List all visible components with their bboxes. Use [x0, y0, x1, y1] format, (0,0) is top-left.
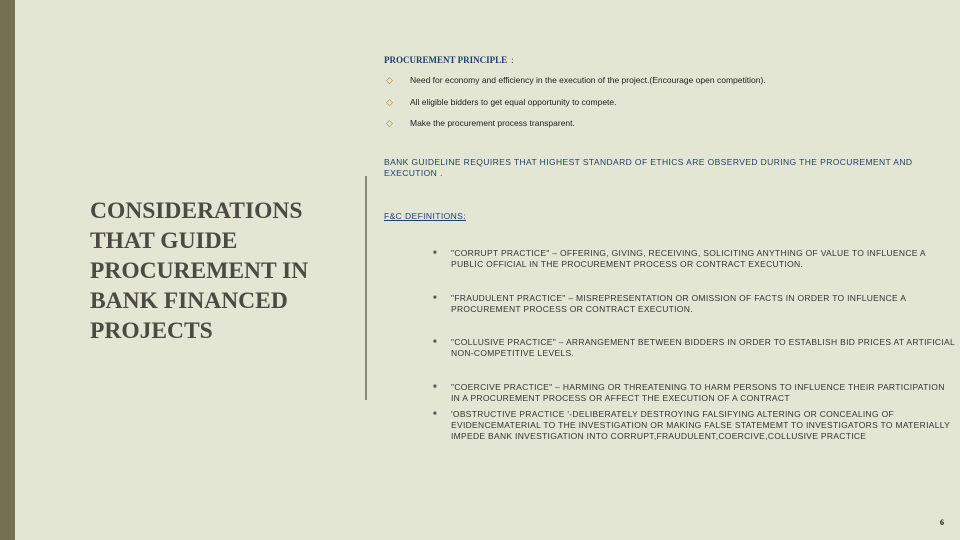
definition-collusive-practice — [433, 337, 955, 359]
definition-text: "COLLUSIVE PRACTICE" – ARRANGEMENT BETWEEN BIDDERS IN ORDER TO ESTABLISH BID PRICES AT ARTIFICIAL NON-COMPETITIVE LEVELS. — [451, 337, 955, 358]
principle-item — [386, 117, 766, 139]
diamond-outline-icon: ◇ — [386, 118, 393, 128]
principle-text: All eligible bidders to get equal opportunity to compete. — [410, 96, 617, 107]
procurement-principle-heading-text: PROCUREMENT PRINCIPLE — [384, 55, 508, 65]
square-bullet-icon: ■ — [433, 250, 437, 256]
procurement-principle-heading — [384, 55, 514, 65]
square-bullet-icon: ■ — [433, 295, 437, 301]
definition-obstructive-practice — [433, 409, 955, 442]
left-accent-bar — [0, 0, 15, 540]
definition-text: "CORRUPT PRACTICE" – OFFERING, GIVING, RECEIVING, SOLICITING ANYTHING OF VALUE TO INFLUENCE A PUBLIC OFFICIAL IN THE PROCUREMENT PROCESS OR CONTRACT EXECUTION. — [451, 248, 926, 269]
definition-fraudulent-practice — [433, 293, 955, 315]
slide-title: CONSIDERATIONS THAT GUIDE PROCUREMENT IN BANK FINANCED PROJECTS — [90, 198, 309, 344]
principle-text: Need for economy and efficiency in the execution of the project.(Encourage open competition). — [410, 75, 766, 85]
vertical-divider — [365, 176, 367, 400]
page-number: 6 — [940, 518, 944, 527]
principle-text: Make the procurement process transparent. — [410, 118, 575, 128]
fc-definitions-heading: F&C DEFINITIONS: — [384, 211, 466, 221]
definition-text: "COERCIVE PRACTICE" – HARMING OR THREATENING TO HARM PERSONS TO INFLUENCE THEIR PARTICIPATION IN A PROCUREMENT PROCESS OR AFFECT THE EXECUTION OF A CONTRACT — [451, 382, 945, 403]
diamond-outline-icon: ◇ — [386, 96, 393, 107]
heading-colon: : — [511, 55, 514, 65]
principles-list — [386, 74, 766, 139]
principle-item — [386, 74, 766, 96]
definition-coercive-practice — [433, 382, 955, 404]
definition-corrupt-practice — [433, 248, 955, 270]
principle-item — [386, 96, 766, 118]
definition-text: 'OBSTRUCTIVE PRACTICE '-DELIBERATELY DESTROYING FALSIFYING ALTERING OR CONCEALING OF EVIDENCEMATERIAL TO THE INVESTIGATION OR MAKING FALSE STATEMEMT TO INVESTIGATORS TO MATERIALLY IMPEDE BANK INVESTIGATION INTO CORRUPT,FRAUDULENT,COERCIVE,COLLUSIVE PRACTICE — [451, 409, 950, 441]
definition-text: "FRAUDULENT PRACTICE" – MISREPRESENTATION OR OMISSION OF FACTS IN ORDER TO INFLUENCE A PROCUREMENT PROCESS OR CONTRACT EXECUTION. — [451, 293, 906, 314]
square-bullet-icon: ■ — [433, 384, 437, 390]
square-bullet-icon: ■ — [433, 339, 437, 345]
square-bullet-icon: ■ — [433, 411, 437, 417]
diamond-outline-icon: ◇ — [386, 75, 393, 85]
bank-guideline-text: BANK GUIDELINE REQUIRES THAT HIGHEST STANDARD OF ETHICS ARE OBSERVED DURING THE PROCUREMENT AND EXECUTION . — [384, 157, 913, 178]
